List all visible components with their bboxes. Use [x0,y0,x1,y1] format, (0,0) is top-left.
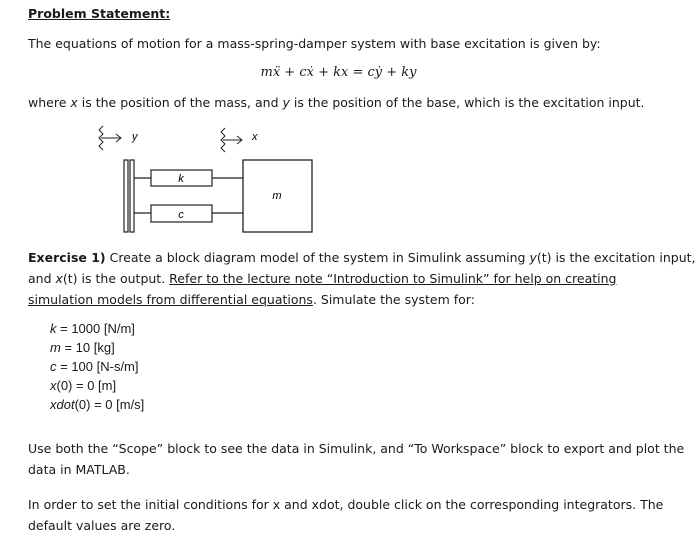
label-x: x [252,131,258,143]
exercise-line-1: Exercise 1) Create a block diagram model of the system in Simulink assuming y(t) is the excitation input, [28,250,696,265]
param-m: m = 10 [kg] [50,340,115,355]
base-plate [124,160,128,232]
scope-text-line-2: data in MATLAB. [28,462,130,477]
base-position-arrow [99,126,121,150]
param-xdot0: xdot(0) = 0 [m/s] [50,397,145,412]
label-y: y [132,131,138,143]
mass-position-arrow [221,128,242,152]
problem-statement-heading: Problem Statement: [28,6,171,21]
exercise-line-3: simulation models from differential equations. Simulate the system for: [28,292,475,307]
lecture-note-link-cont[interactable]: simulation models from differential equations [28,292,313,307]
label-k: k [178,173,184,185]
mass-spring-damper-diagram [0,118,677,238]
lecture-note-link[interactable]: Refer to the lecture note “Introduction to Simulink” for help on creating [169,271,617,286]
initcond-text-line-2: default values are zero. [28,518,176,533]
label-c: c [178,209,184,221]
exercise-line-2: and x(t) is the output. Refer to the lecture note “Introduction to Simulink” for help on creating [28,271,617,286]
label-m: m [272,190,282,202]
intro-text: The equations of motion for a mass-spring-damper system with base excitation is given by: [28,36,601,51]
parameter-list [50,319,144,414]
param-c: c = 100 [N-s/m] [50,359,139,374]
param-x0: x(0) = 0 [m] [50,378,117,393]
equation-of-motion: mẍ + cẋ + kx = cẏ + ky [260,65,417,80]
scope-text-line-1: Use both the “Scope” block to see the data in Simulink, and “To Workspace” block to export and plot the [28,441,685,456]
where-text: where x is the position of the mass, and y is the position of the base, which is the excitation input. [28,95,645,110]
initcond-text-line-1: In order to set the initial conditions for x and xdot, double click on the corresponding integrators. The [28,497,664,512]
param-k: k = 1000 [N/m] [50,321,135,336]
